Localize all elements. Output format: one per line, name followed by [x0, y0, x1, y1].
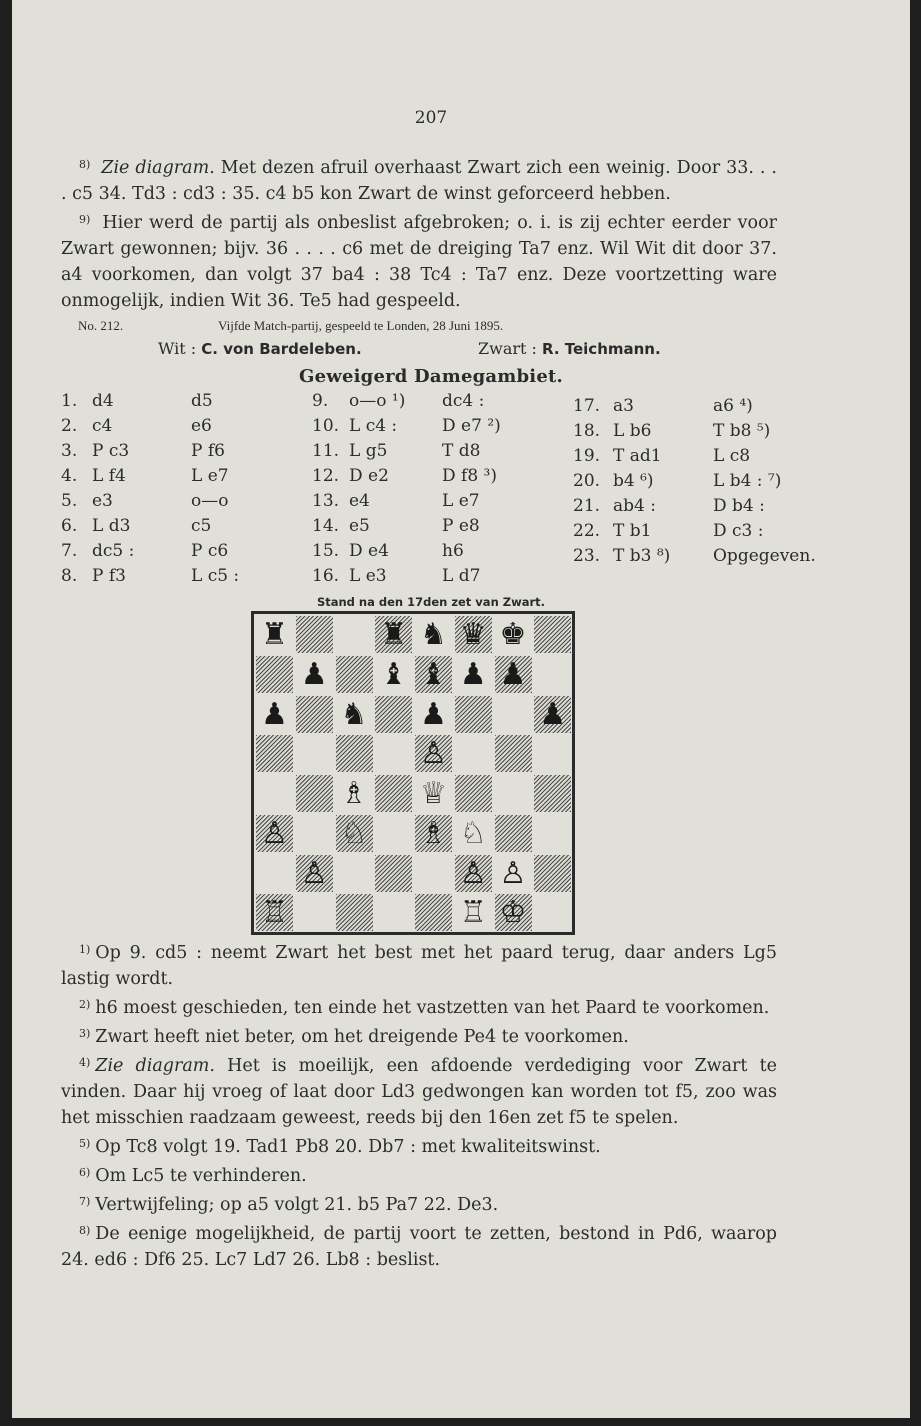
- move-row: [61, 466, 261, 491]
- footnote-5: [61, 1131, 777, 1160]
- white-move: P c3: [92, 441, 130, 461]
- black-bishop-icon: ♝: [380, 656, 408, 692]
- move-number: 23.: [573, 546, 601, 566]
- board-square: [256, 735, 293, 772]
- board-square: [534, 894, 571, 931]
- board-square: [495, 815, 532, 852]
- footnote-8: [61, 152, 777, 207]
- board-square: [296, 735, 333, 772]
- white-rook-icon: ♖: [261, 895, 288, 931]
- black-move: P e8: [442, 516, 480, 536]
- white-move: c4: [92, 416, 113, 436]
- white-king-icon: ♔: [499, 895, 527, 931]
- black-name: R. Teichmann.: [542, 340, 661, 358]
- white-move: a3: [613, 396, 634, 416]
- page-number: 207: [414, 108, 448, 128]
- black-move: D e7 ²): [442, 416, 501, 436]
- white-move: L d3: [92, 516, 131, 536]
- footnote-text: Hier werd de partij als onbeslist afgebroken; o. i. is zij echter eerder voor Zwart gewonnen; bijv. 36 . . . . c6 met de dreiging Ta7 enz. Wil Wit dit door 37. a4 voorkomen, dan volgt 37 ba4 : 38 Tc4 : Ta7 enz. Deze voortzetting ware onmogelijk, indien Wit 36. Te5 had gespeeld.: [61, 213, 777, 311]
- board-square: [296, 894, 333, 931]
- footnote-mark: 3): [79, 1027, 91, 1040]
- footnote-7: [61, 1189, 777, 1218]
- move-row: [573, 521, 793, 546]
- black-move: h6: [442, 541, 464, 561]
- black-move: D c3 :: [713, 521, 764, 541]
- board-square: [534, 616, 571, 653]
- black-rook-icon: ♜: [380, 617, 408, 652]
- footnote-mark: 7): [79, 1195, 91, 1208]
- board-square: [415, 855, 452, 892]
- move-number: 16.: [312, 566, 340, 586]
- board-square: [256, 855, 293, 892]
- footnote-mark: 2): [79, 998, 91, 1011]
- board-square: [534, 815, 571, 852]
- board-square: [534, 855, 571, 892]
- white-rook-icon: ♖: [459, 895, 487, 931]
- black-move: T b8 ⁵): [713, 421, 771, 441]
- board-square: [534, 735, 571, 772]
- move-number: 12.: [312, 466, 340, 486]
- black-player: [478, 339, 661, 358]
- white-player: [158, 339, 362, 358]
- move-number: 6.: [61, 516, 78, 536]
- board-square: [455, 696, 492, 733]
- move-row: [312, 566, 502, 591]
- footnote-text: De eenige mogelijkheid, de partij voort te zetten, bestond in Pd6, waarop 24. ed6 : Df6 25. Lc7 Ld7 26. Lb8 : beslist.: [61, 1224, 777, 1270]
- board-square: [375, 735, 412, 772]
- black-knight-icon: ♞: [340, 696, 368, 732]
- white-move: e5: [349, 516, 370, 536]
- footnote-text: Vertwijfeling; op a5 volgt 21. b5 Pa7 22. De3.: [95, 1195, 499, 1215]
- white-name: C. von Bardeleben.: [201, 340, 362, 358]
- white-knight-icon: ♘: [459, 815, 487, 851]
- footnote-lead: Zie diagram.: [101, 158, 215, 178]
- diagram-caption: Stand na den 17den zet van Zwart.: [316, 595, 546, 609]
- black-pawn-icon: ♟: [420, 696, 447, 732]
- white-move: T b3 ⁸): [613, 546, 671, 566]
- chess-diagram: [251, 611, 575, 935]
- move-row: [573, 421, 793, 446]
- move-number: 9.: [312, 391, 329, 411]
- board-square: [375, 696, 412, 733]
- white-move: b4 ⁶): [613, 471, 654, 491]
- black-move: L e7: [191, 466, 229, 486]
- white-move: D e4: [349, 541, 389, 561]
- black-move: a6 ⁴): [713, 396, 753, 416]
- white-move: e4: [349, 491, 370, 511]
- white-pawn-icon: ♙: [459, 855, 487, 891]
- white-move: L c4 :: [349, 416, 398, 436]
- board-square: [415, 894, 452, 931]
- move-row: [312, 416, 502, 441]
- white-move: D e2: [349, 466, 389, 486]
- footnote-text: Het is moeilijk, een afdoende verdediging voor Zwart te vinden. Daar hij vroeg of laat door Ld3 gedwongen kan worden tot f5, zoo was het misschien raadzaam geweest, reeds bij den 16en zet f5 te spelen.: [61, 1056, 777, 1128]
- footnote-mark: 5): [79, 1137, 91, 1150]
- move-row: [312, 391, 502, 416]
- white-label: Wit :: [158, 339, 197, 358]
- move-row: [573, 471, 793, 496]
- board-square: [534, 656, 571, 693]
- move-row: [573, 446, 793, 471]
- move-number: 7.: [61, 541, 78, 561]
- black-move: dc4 :: [442, 391, 485, 411]
- board-square: [296, 775, 333, 812]
- move-row: [61, 541, 261, 566]
- board-square: [296, 696, 333, 733]
- black-king-icon: ♚: [499, 617, 527, 652]
- move-row: [573, 496, 793, 521]
- footnote-mark: 9): [79, 213, 91, 226]
- black-bishop-icon: ♝: [420, 656, 447, 692]
- footnote-mark: 8): [79, 1224, 91, 1237]
- white-bishop-icon: ♗: [420, 815, 447, 851]
- footnote-text: h6 moest geschieden, ten einde het vastzetten van het Paard te voorkomen.: [95, 998, 770, 1018]
- footnote-text: Zwart heeft niet beter, om het dreigende Pe4 te voorkomen.: [95, 1027, 629, 1047]
- black-move: L c5 :: [191, 566, 240, 586]
- white-pawn-icon: ♙: [499, 855, 527, 891]
- white-move: L b6: [613, 421, 652, 441]
- board-square: [296, 616, 333, 653]
- board-square: [495, 775, 532, 812]
- footnote-8b: [61, 1218, 777, 1273]
- white-move: o—o ¹): [349, 391, 406, 411]
- footnote-mark: 8): [79, 158, 91, 171]
- board-square: [296, 815, 333, 852]
- black-pawn-icon: ♟: [261, 696, 288, 732]
- footnote-mark: 1): [79, 943, 91, 956]
- top-notes: [61, 152, 777, 314]
- footnote-lead: Zie diagram.: [95, 1056, 215, 1076]
- moves-column-3: [573, 396, 816, 571]
- move-number: 18.: [573, 421, 601, 441]
- black-move: L b4 : ⁷): [713, 471, 782, 491]
- white-move: L f4: [92, 466, 126, 486]
- black-label: Zwart :: [478, 339, 537, 358]
- black-move: c5: [191, 516, 212, 536]
- white-queen-icon: ♕: [420, 776, 447, 811]
- game-number: No. 212.: [78, 318, 124, 333]
- black-queen-icon: ♛: [459, 617, 487, 652]
- footnote-1: [61, 937, 777, 992]
- black-move: e6: [191, 416, 212, 436]
- move-row: [312, 441, 502, 466]
- white-pawn-icon: ♙: [420, 736, 447, 772]
- footnote-mark: 6): [79, 1166, 91, 1179]
- black-move: D b4 :: [713, 496, 765, 516]
- move-row: [61, 566, 261, 591]
- footnote-9: [61, 207, 777, 314]
- black-pawn-icon: ♟: [539, 696, 567, 732]
- move-number: 21.: [573, 496, 601, 516]
- white-move: e3: [92, 491, 113, 511]
- footnote-2: [61, 992, 777, 1021]
- white-move: L g5: [349, 441, 388, 461]
- move-row: [573, 546, 816, 571]
- move-number: 3.: [61, 441, 78, 461]
- move-number: 22.: [573, 521, 601, 541]
- footnote-mark: 4): [79, 1056, 91, 1069]
- black-rook-icon: ♜: [261, 617, 288, 652]
- black-pawn-icon: ♟: [300, 656, 328, 692]
- move-number: 13.: [312, 491, 340, 511]
- white-move: P f3: [92, 566, 126, 586]
- black-pawn-icon: ♟: [499, 656, 527, 692]
- black-knight-icon: ♞: [420, 617, 447, 652]
- move-number: 20.: [573, 471, 601, 491]
- footnote-3: [61, 1021, 777, 1050]
- move-number: 11.: [312, 441, 340, 461]
- board-square: [375, 894, 412, 931]
- move-row: [61, 491, 261, 516]
- board-square: [455, 775, 492, 812]
- board-square: [375, 855, 412, 892]
- black-pawn-icon: ♟: [459, 656, 487, 692]
- move-row: [312, 516, 502, 541]
- black-move: L e7: [442, 491, 480, 511]
- footnote-text: Op Tc8 volgt 19. Tad1 Pb8 20. Db7 : met kwaliteitswinst.: [95, 1137, 601, 1157]
- board-square: [455, 735, 492, 772]
- black-move: o—o: [191, 491, 229, 511]
- black-move: P f6: [191, 441, 225, 461]
- board-square: [256, 656, 293, 693]
- board-square: [336, 894, 373, 931]
- moves-column-1: [61, 391, 261, 591]
- opening-title: Geweigerd Damegambiet.: [299, 366, 563, 387]
- move-row: [312, 466, 502, 491]
- move-number: 8.: [61, 566, 78, 586]
- black-move: P c6: [191, 541, 229, 561]
- board-square: [495, 735, 532, 772]
- board-square: [256, 775, 293, 812]
- move-row: [61, 416, 261, 441]
- footnote-4: [61, 1050, 777, 1131]
- white-move: ab4 :: [613, 496, 656, 516]
- footnote-text: Op 9. cd5 : neemt Zwart het best met het paard terug, daar anders Lg5 lastig wordt.: [61, 943, 777, 989]
- move-number: 10.: [312, 416, 340, 436]
- move-row: [312, 541, 502, 566]
- white-move: L e3: [349, 566, 387, 586]
- black-move: L c8: [713, 446, 751, 466]
- black-move: L d7: [442, 566, 481, 586]
- board-square: [336, 616, 373, 653]
- move-number: 5.: [61, 491, 78, 511]
- board-square: [336, 656, 373, 693]
- white-move: T b1: [613, 521, 652, 541]
- black-move: d5: [191, 391, 213, 411]
- board-square: [336, 855, 373, 892]
- game-description: Vijfde Match-partij, gespeeld te Londen, 28 Juni 1895.: [218, 318, 504, 333]
- white-move: dc5 :: [92, 541, 135, 561]
- move-number: 14.: [312, 516, 340, 536]
- white-move: T ad1: [613, 446, 662, 466]
- board-square: [495, 696, 532, 733]
- white-bishop-icon: ♗: [340, 776, 368, 811]
- move-number: 17.: [573, 396, 601, 416]
- black-move: Opgegeven.: [713, 546, 816, 566]
- footnote-text: Om Lc5 te verhinderen.: [95, 1166, 307, 1186]
- white-pawn-icon: ♙: [300, 855, 328, 891]
- move-row: [61, 391, 261, 416]
- board-square: [336, 735, 373, 772]
- move-row: [61, 516, 261, 541]
- board-square: [375, 775, 412, 812]
- black-move: D f8 ³): [442, 466, 497, 486]
- moves-column-2: [312, 391, 502, 591]
- book-page: [12, 0, 910, 1418]
- move-number: 4.: [61, 466, 78, 486]
- white-knight-icon: ♘: [340, 815, 368, 851]
- footnote-text: Met dezen afruil overhaast Zwart zich een weinig. Door 33. . . . c5 34. Td3 : cd3 : 35. c4 b5 kon Zwart de winst geforceerd hebben.: [61, 158, 777, 204]
- move-row: [312, 491, 502, 516]
- white-move: d4: [92, 391, 114, 411]
- footnotes: [61, 937, 777, 1273]
- move-number: 15.: [312, 541, 340, 561]
- footnote-6: [61, 1160, 777, 1189]
- move-row: [61, 441, 261, 466]
- board-square: [534, 775, 571, 812]
- move-row: [573, 396, 793, 421]
- board-square: [375, 815, 412, 852]
- black-move: T d8: [442, 441, 481, 461]
- move-number: 19.: [573, 446, 601, 466]
- move-number: 2.: [61, 416, 78, 436]
- move-number: 1.: [61, 391, 78, 411]
- white-pawn-icon: ♙: [261, 815, 288, 851]
